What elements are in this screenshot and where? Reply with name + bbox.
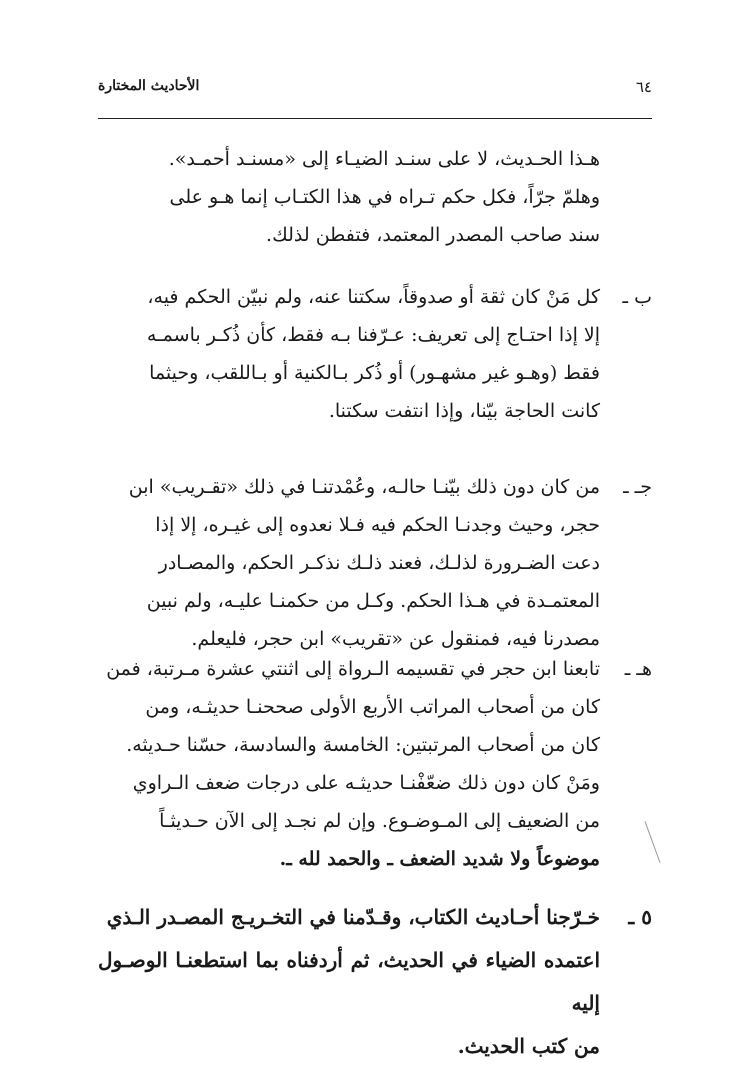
list-item-5 xyxy=(98,896,652,1068)
page-number: ٦٤ xyxy=(635,78,652,96)
text-line: حجر، وحيث وجدنـا الحكم فيه فـلا نعدوه إلى غيـره، إلا إذا xyxy=(155,514,600,536)
list-item-jim xyxy=(98,468,652,658)
list-marker: جـ ـ xyxy=(623,476,652,498)
text-line: سند صاحب المصدر المعتمد، فتفطن لذلك. xyxy=(266,224,600,246)
text-line: إلا إذا احتـاج إلى تعريف: عـرّفنا بـه فقط، كأن ذُكـر باسمـه xyxy=(146,324,600,346)
text-line: مصدرنا فيه، فمنقول عن «تقريب» ابن حجر، فليعلم. xyxy=(191,628,600,650)
text-line: من الضعيف إلى المـوضـوع. وإن لم نجـد إلى الآن حـديثـاً xyxy=(159,810,600,832)
text-line: كان من أصحاب المراتب الأربع الأولى صححنـا حديثـه، ومن xyxy=(145,696,600,718)
text-line: هـذا الحـديث، لا على سنـد الضيـاء إلى «مسنـد أحمـد». xyxy=(168,148,600,170)
paragraph-continuation xyxy=(98,140,652,254)
list-item-ha xyxy=(98,650,652,878)
header-rule xyxy=(98,118,652,119)
list-marker: ٥ ـ xyxy=(628,905,652,929)
running-title: الأحاديث المختارة xyxy=(98,78,200,94)
text-line: من كتب الحديث. xyxy=(457,1034,600,1058)
text-line: اعتمده الضياء في الحديث، ثم أردفناه بما استطعنـا الوصـول إليه xyxy=(98,948,600,1015)
text-line: كل مَنْ كان ثقة أو صدوقاً، سكتنا عنه، ولم نبيّن الحكم فيه، xyxy=(147,286,600,308)
text-line: ومَنْ كان دون ذلك ضعّفْنـا حديثـه على درجات ضعف الـراوي xyxy=(132,772,600,794)
text-line: فقط (وهـو غير مشهـور) أو ذُكر بـالكنية أو بـاللقب، وحيثما xyxy=(149,362,600,384)
text-line: خـرّجنا أحـاديث الكتاب، وقـدّمنا في التخـريـج المصـدر الـذي xyxy=(106,905,600,929)
text-line-bold: موضوعاً ولا شديد الضعف ـ والحمد لله ـ. xyxy=(279,848,600,870)
text-line: كانت الحاجة بيّنا، وإذا انتفت سكتنا. xyxy=(328,400,600,422)
list-marker: ب ـ xyxy=(622,286,652,308)
text-line: المعتمـدة في هـذا الحكم. وكـل من حكمنـا عليـه، ولم نبين xyxy=(146,590,600,612)
text-line: من كان دون ذلك بيّنـا حالـه، وعُمْدتنـا في ذلك «تقـريب» ابن xyxy=(128,476,600,498)
text-line: تابعنا ابن حجر في تقسيمه الـرواة إلى اثنتي عشرة مـرتبة، فمن xyxy=(106,658,600,680)
list-item-b xyxy=(98,278,652,430)
list-marker: هـ ـ xyxy=(624,658,652,680)
text-line: دعت الضـرورة لذلـك، فعند ذلـك نذكـر الحكم، والمصـادر xyxy=(158,552,600,574)
text-line: وهلمّ جرّاً، فكل حكم تـراه في هذا الكتـاب إنما هـو على xyxy=(169,186,600,208)
text-line: كان من أصحاب المرتبتين: الخامسة والسادسة، حسّنا حـديثه. xyxy=(126,734,600,756)
page-header xyxy=(98,78,652,104)
